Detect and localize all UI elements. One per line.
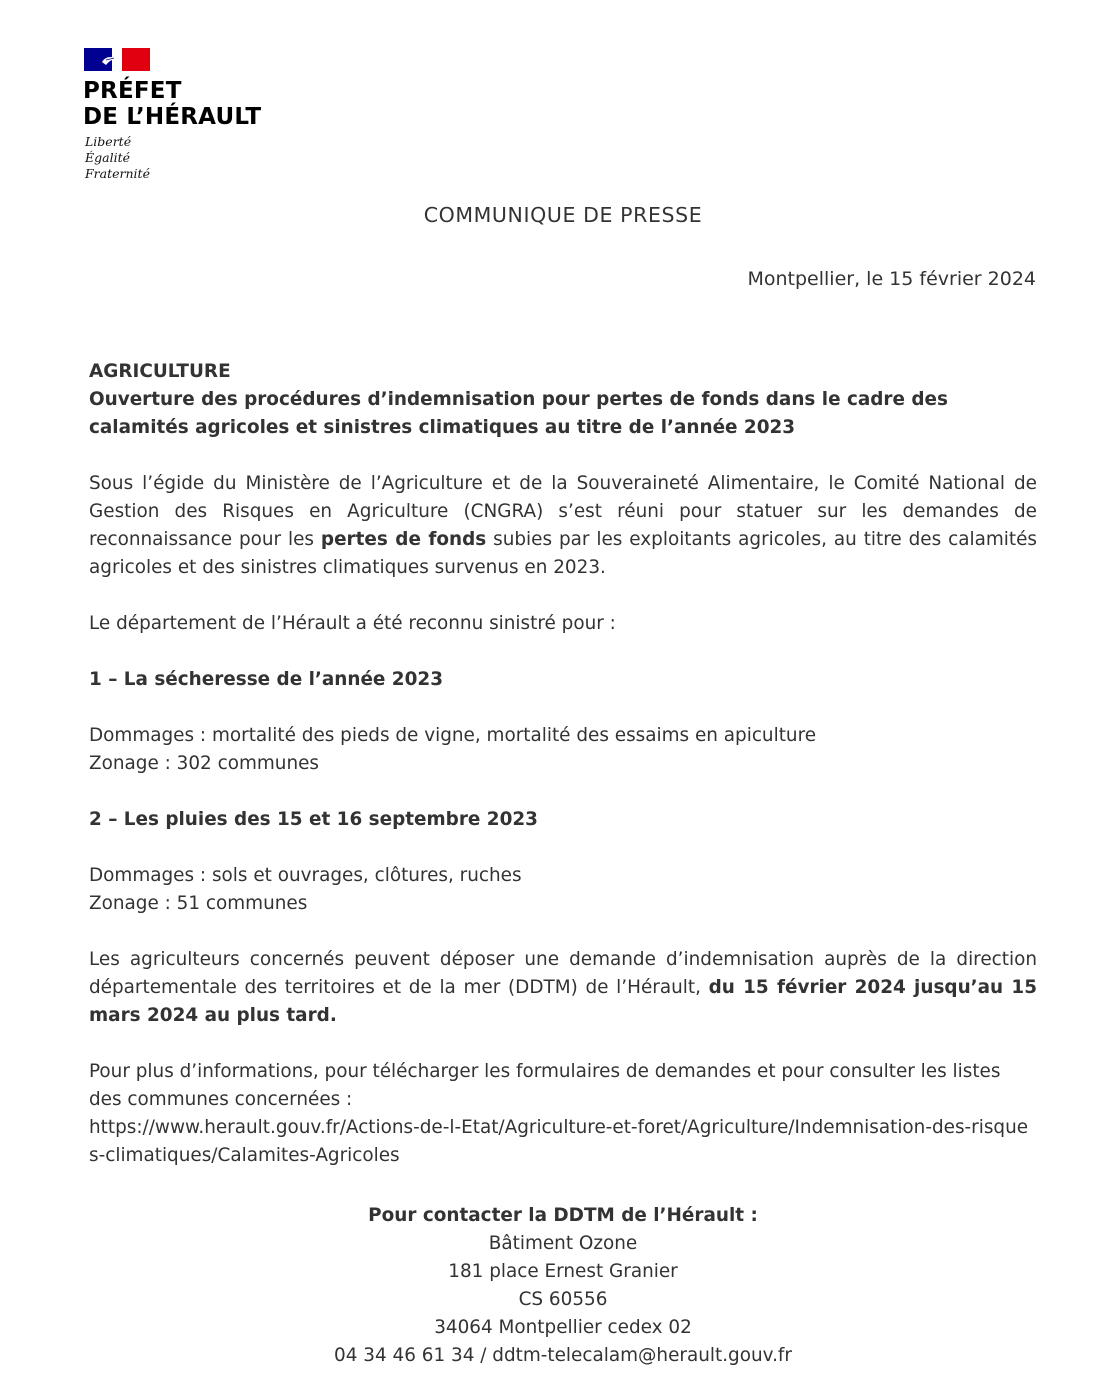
section-label: AGRICULTURE (89, 361, 231, 382)
contact-title: Pour contacter la DDTM de l’Hérault : (368, 1205, 758, 1226)
contact-cs: CS 60556 (518, 1289, 608, 1310)
event-1-zoning: Zonage : 302 communes (89, 753, 319, 774)
event-1-damages: Dommages : mortalité des pieds de vigne, mortalité des essaims en apiculture (89, 725, 817, 746)
republic-motto (85, 134, 150, 182)
intro-text-after: subies par les exploitants agricoles, au titre des calamités agricoles et des sinistres climatiques survenus en 2023. (89, 529, 1037, 578)
deadline-text: Les agriculteurs concernés peuvent déposer une demande d’indemnisation auprès de la direction départementale des territoires et de la mer (DDTM) de l’Hérault, (89, 949, 1037, 998)
intro-text-bold: pertes de fonds (320, 529, 487, 550)
intro-paragraph (89, 470, 1037, 582)
info-paragraph: Pour plus d’informations, pour télécharger les formulaires de demandes et pour consulter les listes des communes concernées : (89, 1061, 1001, 1110)
contact-building: Bâtiment Ozone (488, 1233, 638, 1254)
deadline-dates: du 15 février 2024 jusqu’au 15 mars 2024 au plus tard. (89, 977, 1037, 1026)
authority-line-2: DE L’HÉRAULT (83, 104, 262, 130)
headline: Ouverture des procédures d’indemnisation pour pertes de fonds dans le cadre des calamités agricoles et sinistres climatiques au titre de l’année 2023 (89, 389, 948, 438)
marianne-icon (100, 53, 120, 66)
motto-liberte: Liberté (85, 134, 132, 149)
motto-egalite: Égalité (85, 150, 130, 165)
info-link[interactable]: https://www.herault.gouv.fr/Actions-de-l-Etat/Agriculture-et-foret/Agriculture/Indemnisation-des-risques-climatiques/Calamites-Agricoles (89, 1117, 1029, 1166)
event-2-zoning: Zonage : 51 communes (89, 893, 308, 914)
intro-text-before: Sous l’égide du Ministère de l’Agriculture et de la Souveraineté Alimentaire, le Comité National de Gestion des Risques en Agriculture (CNGRA) s’est réuni pour statuer sur les demandes de reconnaissance pour les (89, 473, 1037, 550)
deadline-paragraph (89, 946, 1037, 1030)
contact-city: 34064 Montpellier cedex 02 (434, 1317, 692, 1338)
press-release-body (89, 358, 1037, 1170)
event-2-damages: Dommages : sols et ouvrages, clôtures, ruches (89, 865, 522, 886)
document-date: Montpellier, le 15 février 2024 (747, 268, 1036, 290)
authority-line-1: PRÉFET (83, 78, 182, 104)
motto-fraternite: Fraternité (85, 166, 150, 181)
contact-phone-email[interactable]: 04 34 46 61 34 / ddtm-telecalam@herault.gouv.fr (334, 1345, 792, 1366)
authority-name (83, 78, 261, 130)
document-type: COMMUNIQUE DE PRESSE (423, 203, 703, 227)
event-1-title: 1 – La sécheresse de l’année 2023 (89, 669, 443, 690)
contact-street: 181 place Ernest Granier (448, 1261, 678, 1282)
event-2-title: 2 – Les pluies des 15 et 16 septembre 2023 (89, 809, 538, 830)
recognized-statement: Le département de l’Hérault a été reconnu sinistré pour : (89, 613, 616, 634)
contact-block (0, 1202, 1114, 1370)
